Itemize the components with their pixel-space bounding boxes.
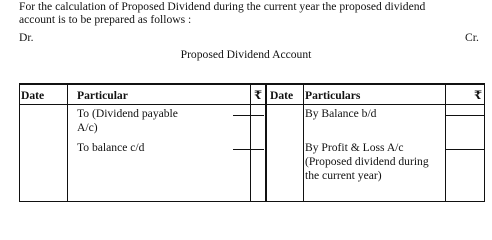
column-divider-particulars-right xyxy=(445,85,446,201)
intro-line-2: account is to be prepared as follows : xyxy=(19,13,192,26)
account-title: Proposed Dividend Account xyxy=(180,48,312,61)
column-divider-date-left xyxy=(67,85,68,201)
credit-amount-blank-2 xyxy=(446,149,484,150)
credit-entry-profit-loss-line-1: By Profit & Loss A/c xyxy=(305,141,404,154)
credit-side-label: Cr. xyxy=(465,31,479,44)
credit-entry-profit-loss-line-3: the current year) xyxy=(305,169,382,182)
credit-amount-blank-1 xyxy=(446,115,484,116)
column-divider-date-right xyxy=(303,85,304,201)
center-divider xyxy=(265,85,267,201)
header-divider xyxy=(20,104,484,105)
debit-side-label: Dr. xyxy=(19,31,34,44)
credit-entry-profit-loss-line-2: (Proposed dividend during xyxy=(305,155,429,168)
column-divider-particular-left xyxy=(250,85,251,201)
ledger-table xyxy=(19,83,485,202)
header-amount-right: ₹ xyxy=(474,89,483,102)
header-date-left: Date xyxy=(21,89,45,102)
intro-paragraph xyxy=(19,0,487,26)
header-particulars-right: Particulars xyxy=(305,89,361,102)
debit-amount-blank-1 xyxy=(233,115,264,116)
credit-entry-balance-bd: By Balance b/d xyxy=(305,107,377,120)
debit-amount-blank-2 xyxy=(233,149,264,150)
debit-entry-balance-cd: To balance c/d xyxy=(77,141,145,154)
header-date-right: Date xyxy=(270,89,294,102)
debit-entry-dividend-payable-line-1: To (Dividend payable xyxy=(77,107,178,120)
debit-entry-dividend-payable-line-2: A/c) xyxy=(77,121,98,134)
header-particular-left: Particular xyxy=(77,89,128,102)
intro-line-1: For the calculation of Proposed Dividend during the current year the proposed dividend xyxy=(19,0,426,13)
header-amount-left: ₹ xyxy=(254,89,263,102)
